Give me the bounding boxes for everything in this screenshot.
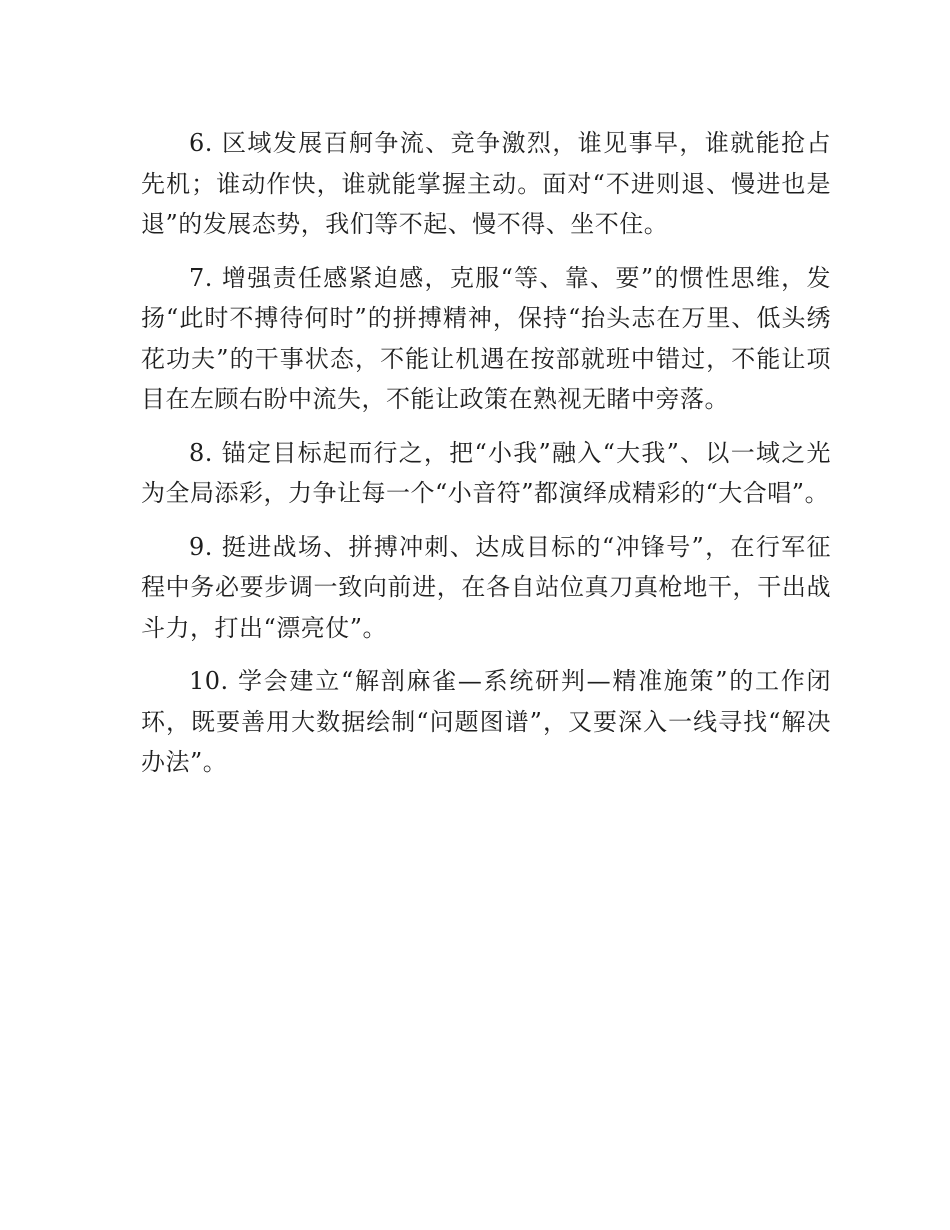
paragraph-10: 10. 学会建立“解剖麻雀—系统研判—精准施策”的工作闭环，既要善用大数据绘制“问题图谱”，又要深入一线寻找“解决办法”。 (141, 667, 831, 776)
paragraph-7: 7. 增强责任感紧迫感，克服“等、靠、要”的惯性思维，发扬“此时不搏待何时”的拼搏精神，保持“抬头志在万里、低头绣花功夫”的干事状态，不能让机遇在按部就班中错过，不能让项目在左顾右盼中流失，不能让政策在熟视无睹中旁落。 (141, 263, 831, 413)
paragraph-9: 9. 挺进战场、拼搏冲刺、达成目标的“冲锋号”，在行军征程中务必要步调一致向前进，在各自站位真刀真枪地干，干出战斗力，打出“漂亮仗”。 (141, 532, 831, 642)
paragraph-6: 6. 区域发展百舸争流、竞争激烈，谁见事早，谁就能抢占先机；谁动作快，谁就能掌握主动。面对“不进则退、慢进也是退”的发展态势，我们等不起、慢不得、坐不住。 (141, 129, 831, 238)
paragraph-8: 8. 锚定目标起而行之，把“小我”融入“大我”、以一域之光为全局添彩，力争让每一个“小音符”都演绎成精彩的“大合唱”。 (141, 438, 831, 507)
document-body (141, 123, 831, 796)
